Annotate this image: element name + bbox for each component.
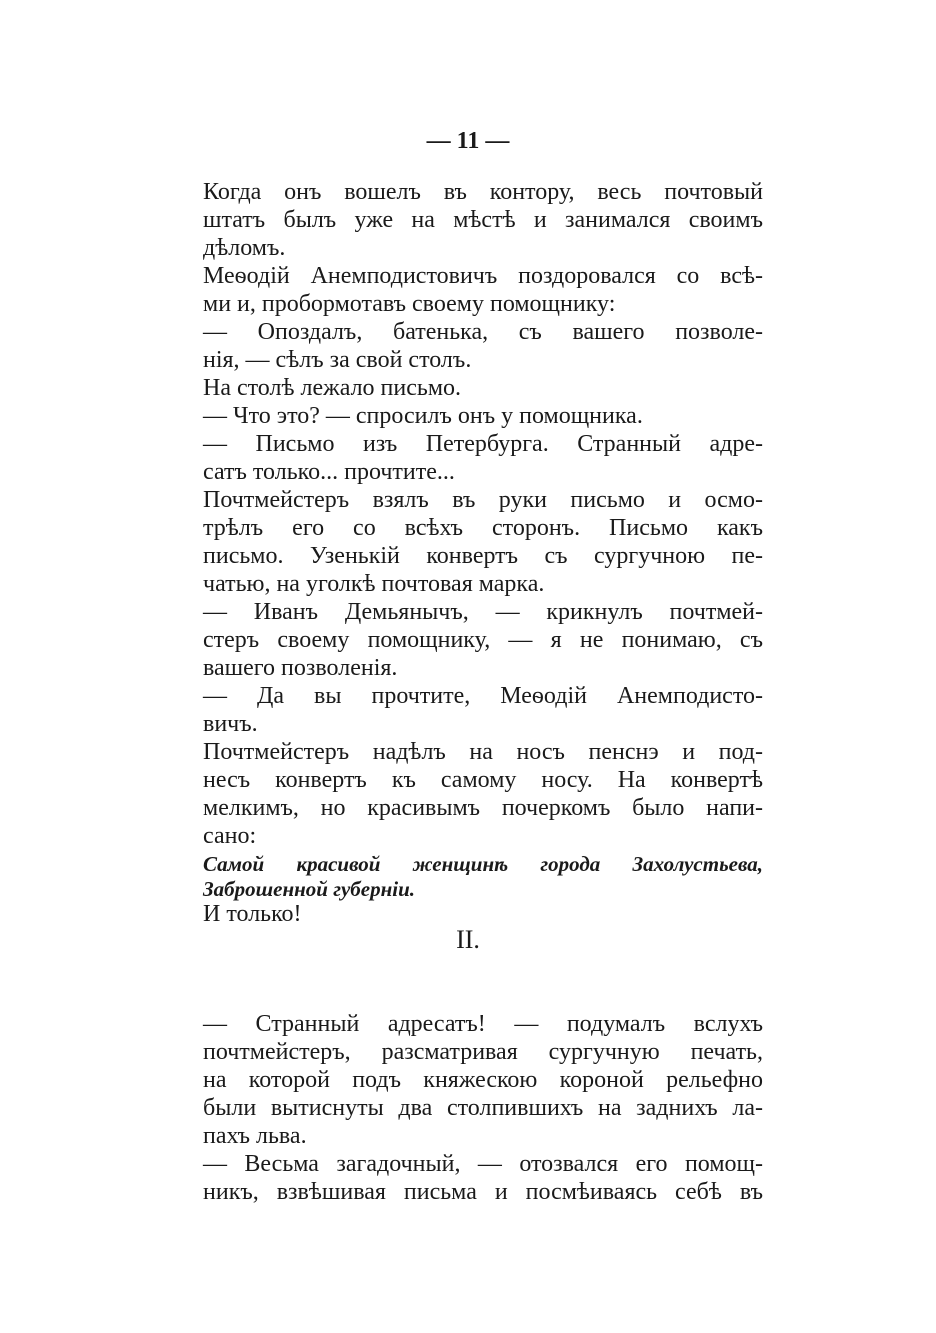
text-line: — Да вы прочтите, Меѳодій Анемподисто- <box>203 683 763 709</box>
text-line: — Весьма загадочный, — отозвался его помощ- <box>203 1151 763 1177</box>
text-line: нія, — сѣлъ за свой столъ. <box>203 347 472 373</box>
text-line: На столѣ лежало письмо. <box>203 375 462 401</box>
page-number: — 11 — <box>426 128 510 154</box>
text-line: дѣломъ. <box>203 235 286 261</box>
section-number: II. <box>456 925 480 954</box>
text-line: — Опоздалъ, батенька, съ вашего позволе- <box>203 319 763 345</box>
text-line: сано: <box>203 823 257 849</box>
text-line: на которой подъ княжескою короной рельефно <box>203 1067 763 1093</box>
text-line: штатъ былъ уже на мѣстѣ и занимался своимъ <box>203 207 763 233</box>
text-line: вашего позволенія. <box>203 655 398 681</box>
address-line: Заброшенной губерніи. <box>203 877 416 901</box>
text-line: трѣлъ его со всѣхъ сторонъ. Письмо какъ <box>203 515 763 541</box>
text-line: Когда онъ вошелъ въ контору, весь почтовый <box>203 179 763 205</box>
text-line: — Иванъ Демьянычъ, — крикнулъ почтмей- <box>203 599 763 625</box>
text-line: — Что это? — спросилъ онъ у помощника. <box>203 403 643 429</box>
text-line: вичъ. <box>203 711 258 737</box>
text-line: чатью, на уголкѣ почтовая марка. <box>203 571 545 597</box>
text-line: Меѳодій Анемподистовичъ поздоровался со всѣ- <box>203 263 763 289</box>
text-line: несъ конвертъ къ самому носу. На конвертѣ <box>203 767 763 793</box>
text-line: стеръ своему помощнику, — я не понимаю, съ <box>203 627 763 653</box>
text-line: мелкимъ, но красивымъ почеркомъ было напи- <box>203 795 763 821</box>
text-line: пахъ льва. <box>203 1123 307 1149</box>
text-line: почтмейстеръ, разсматривая сургучную печать, <box>203 1039 763 1065</box>
text-line: И только! <box>203 901 302 927</box>
text-line: сатъ только... прочтите... <box>203 459 455 485</box>
text-line: — Письмо изъ Петербурга. Странный адре- <box>203 431 763 457</box>
text-line: никъ, взвѣшивая письма и посмѣиваясь себѣ въ <box>203 1179 763 1205</box>
text-line: Почтмейстеръ взялъ въ руки письмо и осмо- <box>203 487 763 513</box>
text-line: ми и, пробормотавъ своему помощнику: <box>203 291 616 317</box>
text-line: письмо. Узенькій конвертъ съ сургучною пе- <box>203 543 763 569</box>
text-line: были вытиснуты два столпившихъ на заднихъ ла- <box>203 1095 763 1121</box>
text-line: — Странный адресатъ! — подумалъ вслухъ <box>203 1011 763 1037</box>
address-line: Самой красивой женщинѣ города Захолустьева, <box>203 852 763 876</box>
text-line: Почтмейстеръ надѣлъ на носъ пенснэ и под- <box>203 739 763 765</box>
